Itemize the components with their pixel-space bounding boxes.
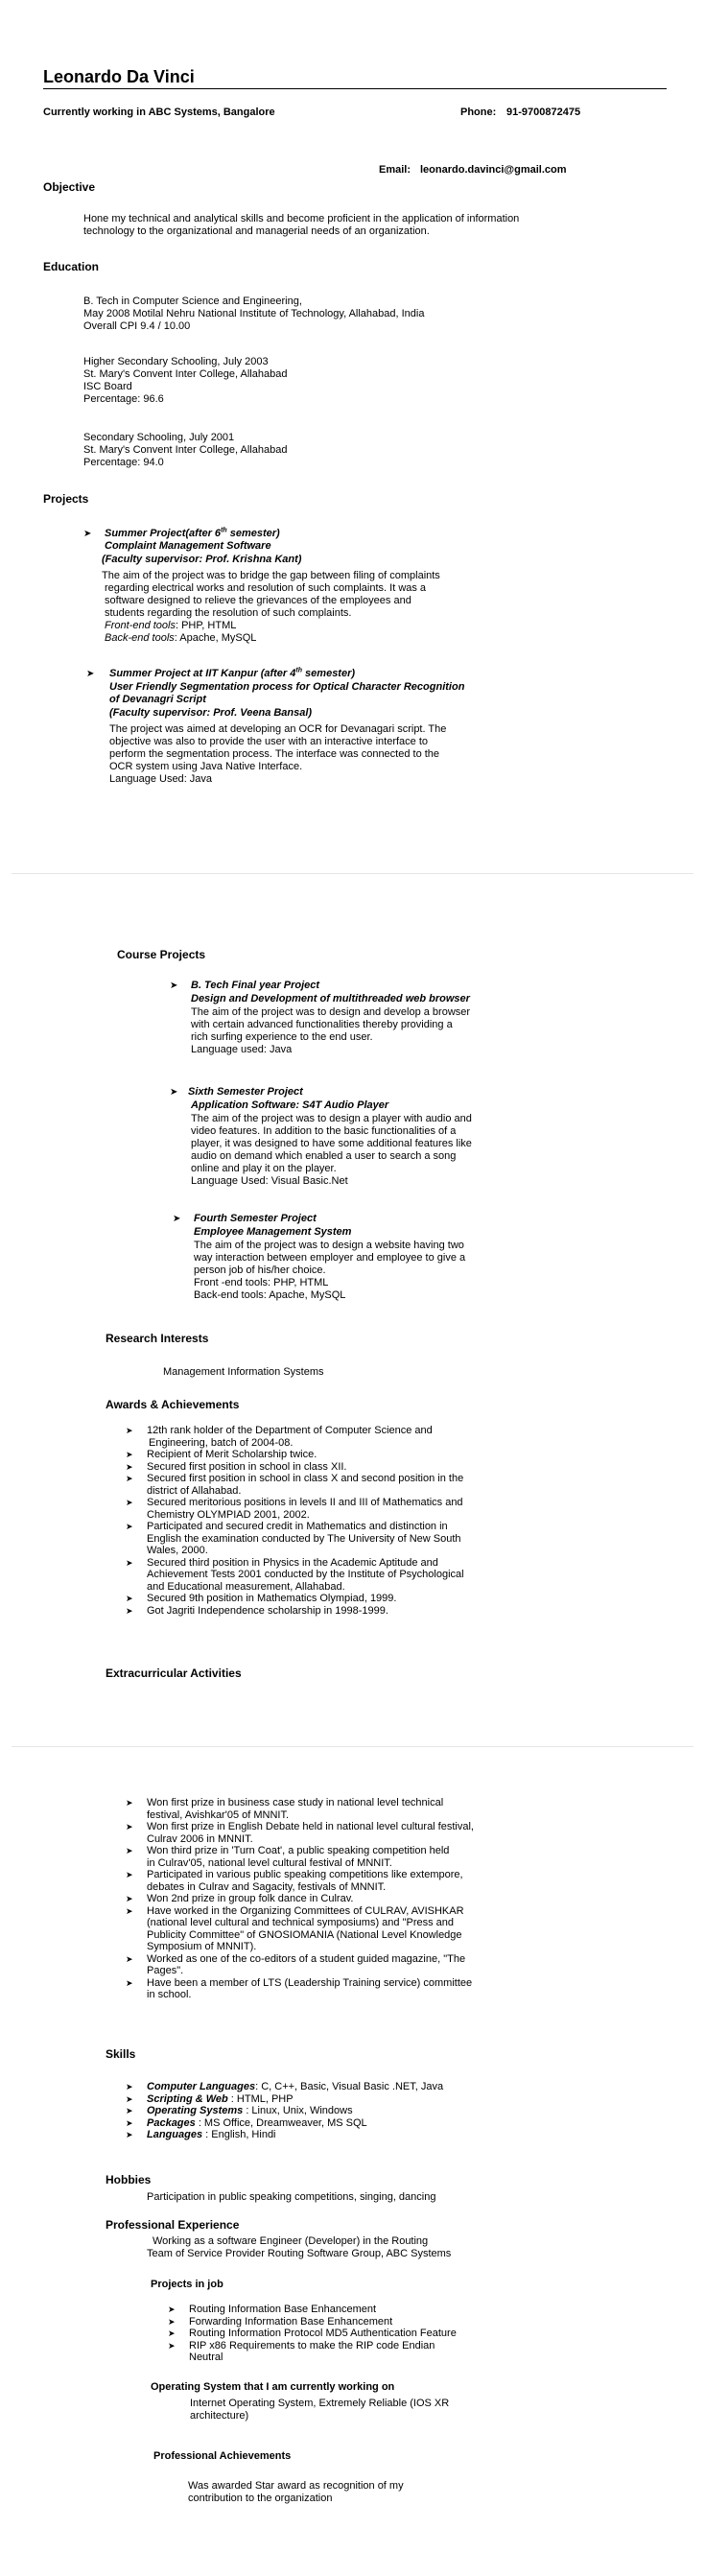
objective-heading: Objective [43, 180, 96, 194]
objective-text: Hone my technical and analytical skills and become proficient in the application of information technology to the organizational and managerial needs of an organization. [83, 213, 520, 237]
list-item: ➤ Recipient of Merit Scholarship twice. [126, 1449, 317, 1460]
arrow-bullet-icon: ➤ [168, 2316, 176, 2327]
arrow-bullet-icon: ➤ [126, 1798, 133, 1808]
list-item: ➤ Routing Information Base Enhancement [168, 2304, 377, 2315]
list-item: ➤ Won 2nd prize in group folk dance in Culrav. [126, 1893, 354, 1904]
course-project-description: The aim of the project was to design a player with audio and video features. In addition to the basic functionalities of a player, it was designed to have some additional features like audio on demand which enabled a user to search a song online and play it on the player. Language Used: Visual Basic.Net [191, 1113, 472, 1187]
project-description: The aim of the project was to bridge the gap between filing of complaints regarding electrical works and resolution of such complaints. It was a software designed to relieve the grievances of the employees and students regarding the resolution of such complaints. Front-end tools: PHP, HTML Back-end tools: Apache, MySQL [102, 570, 440, 644]
list-item: ➤ Worked as one of the co-editors of a student guided magazine, "The Pages". [126, 1952, 466, 1976]
course-project-description: The aim of the project was to design a website having two way interaction between employer and employee to give a person job of his/her choice. Front -end tools: PHP, HTML Back-end tools: Apache, MySQL [194, 1240, 466, 1301]
skills-list [126, 2081, 538, 2141]
achievements-heading: Professional Achievements [153, 2450, 292, 2462]
arrow-bullet-icon: ➤ [126, 1426, 133, 1435]
achievements-text: Was awarded Star award as recognition of my contribution to the organization [188, 2480, 404, 2504]
arrow-bullet-icon: ➤ [126, 1498, 133, 1507]
arrow-bullet-icon: ➤ [126, 1846, 133, 1855]
education-entry: B. Tech in Computer Science and Engineering, May 2008 Motilal Nehru National Institute of Technology, Allahabad, India Overall CPI 9.4 / 10.00 [83, 295, 425, 332]
arrow-bullet-icon: ➤ [126, 1605, 133, 1616]
projects-heading: Projects [43, 492, 89, 506]
list-item: ➤ Got Jagriti Independence scholarship in 1998-1999. [126, 1604, 388, 1617]
education-entry: Higher Secondary Schooling, July 2003 St. Mary's Convent Inter College, Allahabad ISC Board Percentage: 96.6 [83, 356, 288, 405]
arrow-bullet-icon: ➤ [83, 529, 92, 539]
current-job: Currently working in ABC Systems, Bangalore [43, 106, 275, 118]
arrow-bullet-icon: ➤ [173, 1214, 181, 1224]
arrow-bullet-icon: ➤ [126, 1522, 133, 1531]
list-item: ➤ Secured 9th position in Mathematics Olympiad, 1999. [126, 1593, 397, 1604]
name-underline [43, 88, 667, 89]
list-item: ➤ RIP x86 Requirements to make the RIP code Endian Neutral [168, 2339, 435, 2363]
course-project-item: ➤ Sixth Semester Project [170, 1086, 303, 1098]
project-item: ➤ Summer Project at IIT Kanpur (after 4th semester) [86, 667, 356, 679]
list-item: ➤ Forwarding Information Base Enhancement [168, 2315, 393, 2328]
course-project-title: Design and Development of multithreaded web browser [191, 993, 470, 1004]
list-item: ➤ Scripting & Web : HTML, PHP [126, 2092, 294, 2105]
arrow-bullet-icon: ➤ [126, 2117, 133, 2128]
course-project-item: ➤ B. Tech Final year Project [170, 980, 320, 991]
arrow-bullet-icon: ➤ [126, 1594, 133, 1603]
page-break [12, 1746, 693, 1747]
course-project-title: Employee Management System [194, 1226, 352, 1238]
list-item: ➤ Secured meritorious positions in levels II and III of Mathematics and Chemistry OLYMPIAD 2001, 2002. [126, 1497, 463, 1521]
arrow-bullet-icon: ➤ [126, 1450, 133, 1459]
list-item: ➤ Participated in various public speaking competitions like extempore, debates in Culrav and Sagacity, festivals of MNNIT. [126, 1869, 463, 1893]
arrow-bullet-icon: ➤ [126, 2082, 133, 2092]
email-label: Email: [379, 164, 411, 176]
course-project-item: ➤ Fourth Semester Project [173, 1213, 317, 1224]
arrow-bullet-icon: ➤ [126, 1557, 133, 1568]
list-item: ➤ Languages : English, Hindi [126, 2129, 276, 2140]
project-supervisor: (Faculty supervisor: Prof. Krishna Kant) [102, 554, 302, 565]
projects-in-job-heading: Projects in job [151, 2279, 223, 2290]
list-item: ➤ Have been a member of LTS (Leadership Training service) committee in school. [126, 1976, 473, 2000]
extracurricular-heading: Extracurricular Activities [106, 1666, 242, 1680]
list-item: ➤ Won first prize in business case study in national level technical festival, Avishkar'05 of MNNIT. [126, 1797, 444, 1821]
arrow-bullet-icon: ➤ [126, 1870, 133, 1879]
arrow-bullet-icon: ➤ [126, 1474, 133, 1483]
list-item: ➤ Secured third position in Physics in the Academic Aptitude and Achievement Tests 2001 conducted by the Institute of Psychological and Educational measurement, Allahabad. [126, 1556, 464, 1593]
list-item: ➤ Participated and secured credit in Mathematics and distinction in English the examination conducted by The University of New South Wales, 2000. [126, 1521, 461, 1556]
arrow-bullet-icon: ➤ [126, 1905, 133, 1916]
project-title: of Devanagri Script [109, 694, 206, 705]
project-title: User Friendly Segmentation process for Optical Character Recognition [109, 681, 465, 693]
list-item: ➤ Won third prize in 'Turn Coat', a public speaking competition held in Culrav'05, national level cultural festival of MNNIT. [126, 1845, 450, 1869]
arrow-bullet-icon: ➤ [126, 2093, 133, 2104]
arrow-bullet-icon: ➤ [126, 1822, 133, 1832]
list-item: ➤ Won first prize in English Debate held in national level cultural festival, Culrav 2006 in MNNIT. [126, 1821, 474, 1845]
candidate-name: Leonardo Da Vinci [43, 67, 195, 86]
list-item: ➤ Packages : MS Office, Dreamweaver, MS SQL [126, 2116, 367, 2129]
course-project-description: The aim of the project was to design and develop a browser with certain advanced functionalities thereby providing a rich surfing experience to the end user. Language used: Java [191, 1006, 471, 1055]
list-item: ➤ Secured first position in school in class XII. [126, 1460, 347, 1473]
skills-heading: Skills [106, 2047, 136, 2061]
list-item: ➤ Secured first position in school in class X and second position in the district of Allahabad. [126, 1473, 464, 1497]
current-os-heading: Operating System that I am currently working on [151, 2381, 395, 2393]
arrow-bullet-icon: ➤ [126, 1894, 133, 1903]
list-item: ➤ Routing Information Protocol MD5 Authentication Feature [168, 2328, 457, 2339]
current-os-text: Internet Operating System, Extremely Reliable (IOS XR architecture) [190, 2398, 450, 2422]
awards-list [126, 1425, 538, 1617]
list-item: ➤ Computer Languages: C, C++, Basic, Visual Basic .NET, Java [126, 2081, 444, 2092]
arrow-bullet-icon: ➤ [126, 2130, 133, 2139]
arrow-bullet-icon: ➤ [168, 2304, 176, 2314]
project-description: The project was aimed at developing an OCR for Devanagari script. The objective was also to provide the user with an interactive interface to perform the segmentation process. The interface was connected to the OCR system using Java Native Interface. Language Used: Java [109, 723, 447, 785]
education-heading: Education [43, 260, 100, 273]
arrow-bullet-icon: ➤ [168, 2328, 176, 2338]
phone-number: 91-9700872475 [506, 106, 581, 118]
email-link[interactable]: leonardo.davinci@gmail.com [420, 164, 567, 176]
hobbies-heading: Hobbies [106, 2173, 152, 2186]
arrow-bullet-icon: ➤ [168, 2340, 176, 2351]
education-entry: Secondary Schooling, July 2001 St. Mary's Convent Inter College, Allahabad Percentage: 94.0 [83, 432, 288, 468]
arrow-bullet-icon: ➤ [126, 1977, 133, 1988]
project-title: Complaint Management Software [105, 540, 271, 552]
project-supervisor: (Faculty supervisor: Prof. Veena Bansal) [109, 707, 313, 719]
awards-heading: Awards & Achievements [106, 1398, 240, 1411]
course-projects-heading: Course Projects [117, 948, 206, 961]
research-heading: Research Interests [106, 1332, 209, 1345]
arrow-bullet-icon: ➤ [126, 1953, 133, 1964]
job-projects-list [168, 2304, 532, 2364]
arrow-bullet-icon: ➤ [126, 2106, 133, 2115]
project-item: ➤ Summer Project(after 6th semester) [83, 527, 280, 539]
experience-heading: Professional Experience [106, 2218, 240, 2232]
page-break [12, 873, 693, 874]
phone-label: Phone: [460, 106, 497, 118]
course-project-title: Application Software: S4T Audio Player [191, 1099, 389, 1111]
extracurricular-list [126, 1797, 538, 2001]
list-item: ➤ Operating Systems : Linux, Unix, Windows [126, 2105, 353, 2116]
research-text: Management Information Systems [163, 1366, 324, 1378]
arrow-bullet-icon: ➤ [86, 669, 95, 679]
list-item: ➤ 12th rank holder of the Department of Computer Science and Engineering, batch of 2004-08. [126, 1425, 433, 1449]
experience-text: Working as a software Engineer (Developer) in the Routing Team of Service Provider Routing Software Group, ABC Systems [147, 2235, 452, 2259]
list-item: ➤ Have worked in the Organizing Committees of CULRAV, AVISHKAR (national level cultural and technical symposiums) and "Press and Publicity Committee" of GNOSIOMANIA (National Level Knowledge Symposium of MNNIT). [126, 1904, 464, 1952]
arrow-bullet-icon: ➤ [170, 981, 178, 991]
hobbies-text: Participation in public speaking competitions, singing, dancing [147, 2191, 436, 2203]
arrow-bullet-icon: ➤ [170, 1087, 178, 1098]
arrow-bullet-icon: ➤ [126, 1461, 133, 1472]
